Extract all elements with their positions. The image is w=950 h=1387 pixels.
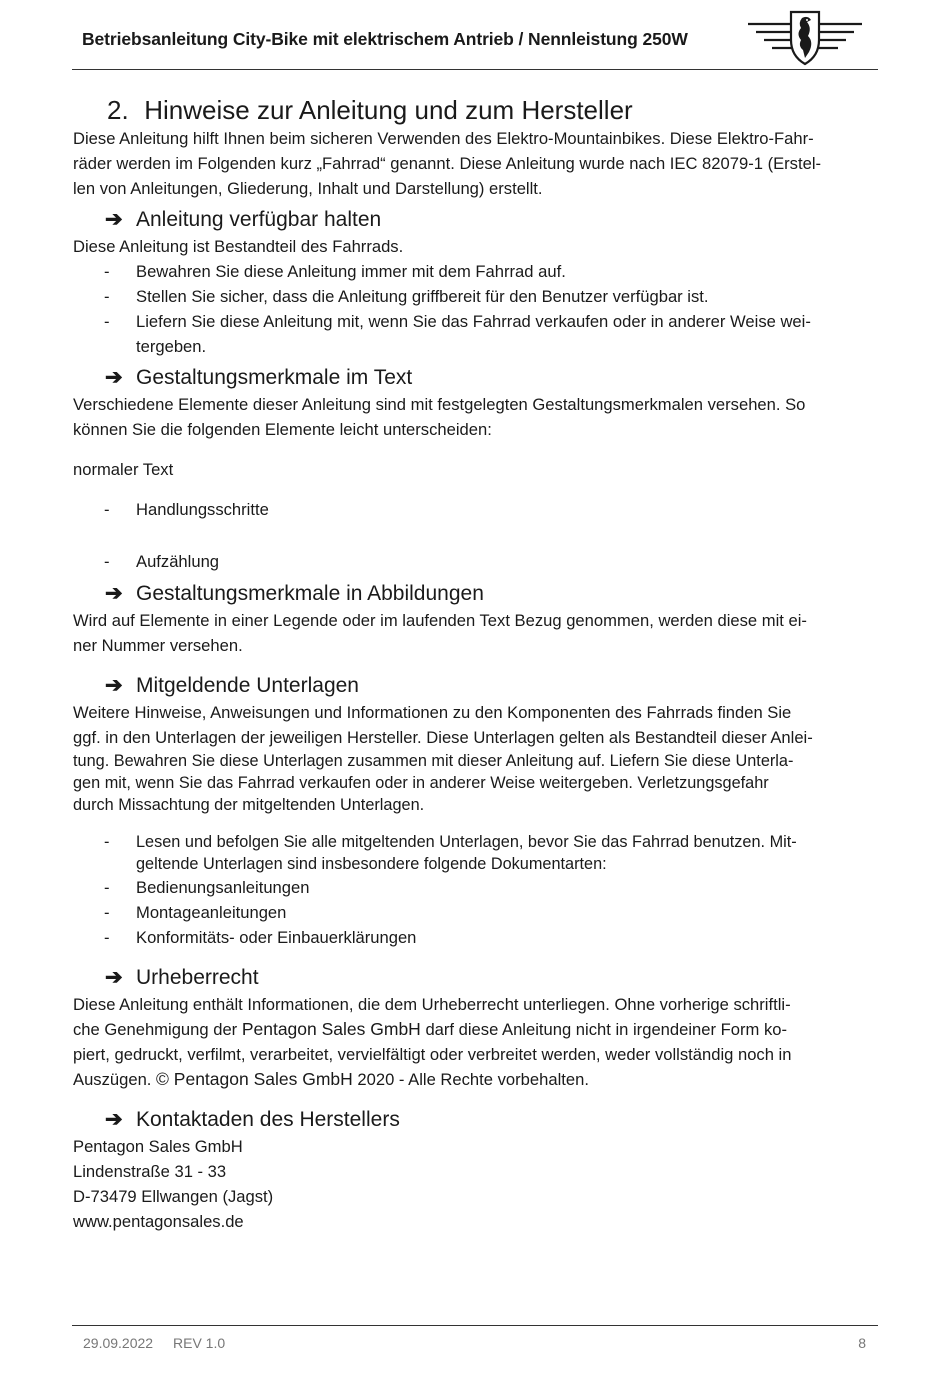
copyright-line-3: piert, gedruckt, verfilmt, verarbeitet, vervielfältigt oder verbreitet werden, weder vollständig noch in — [73, 1045, 792, 1064]
documents-line-2: ggf. in den Unterlagen der jeweiligen Hersteller. Diese Unterlagen gelten als Bestandteil dieser Anlei- — [73, 728, 813, 747]
intro-line-3: len von Anleitungen, Gliederung, Inhalt und Darstellung) erstellt. — [73, 179, 543, 198]
list-item: - Montageanleitungen — [104, 903, 287, 922]
list-item-continuation: geltende Unterlagen sind insbesondere folgende Dokumentarten: — [136, 855, 607, 873]
contact-name: Pentagon Sales GmbH — [73, 1137, 243, 1156]
arrow-right-icon: ➔ — [105, 1108, 123, 1131]
company-name: Pentagon Sales GmbH — [241, 1019, 421, 1039]
list-item: - Handlungsschritte — [104, 500, 269, 519]
text-features-line-2: können Sie die folgenden Elemente leicht unterscheiden: — [73, 420, 492, 439]
arrow-right-icon: ➔ — [105, 366, 123, 389]
arrow-right-icon: ➔ — [105, 208, 123, 231]
figure-features-line-1: Wird auf Elemente in einer Legende oder im laufenden Text Bezug genommen, werden diese mit ei- — [73, 611, 807, 630]
list-item-continuation: tergeben. — [136, 337, 207, 356]
text-features-heading-text: Gestaltungsmerkmale im Text — [136, 366, 413, 389]
intro-line-1: Diese Anleitung hilft Ihnen beim sicheren Verwenden des Elektro-Mountainbikes. Diese Elektro-Fahr- — [73, 129, 814, 148]
figure-features-line-2: ner Nummer versehen. — [73, 636, 243, 655]
figure-features-heading — [105, 580, 883, 608]
list-item: - Konformitäts- oder Einbauerklärungen — [104, 928, 417, 947]
arrow-right-icon: ➔ — [105, 966, 123, 989]
availability-heading — [105, 206, 883, 234]
section-number: 2. — [107, 95, 129, 125]
main-content — [73, 94, 883, 1234]
figure-features-heading-text: Gestaltungsmerkmale in Abbildungen — [136, 582, 484, 605]
copyright-line-2: che Genehmigung der Pentagon Sales GmbH darf diese Anleitung nicht in irgendeiner Form ko- — [73, 1019, 788, 1039]
contact-heading — [105, 1106, 883, 1134]
contact-heading-text: Kontaktaden des Herstellers — [136, 1108, 400, 1131]
documents-list — [73, 831, 883, 950]
copyright-heading — [105, 964, 883, 992]
documents-line-3: tung. Bewahren Sie diese Unterlagen zusammen mit dieser Anleitung auf. Liefern Sie diese Unterla- — [73, 752, 794, 770]
list-item: - Liefern Sie diese Anleitung mit, wenn Sie das Fahrrad verkaufen oder in anderer Weise wei- — [104, 312, 811, 331]
document-title: Betriebsanleitung City-Bike mit elektrischem Antrieb / Nennleistung 250W — [82, 29, 688, 49]
availability-list — [73, 259, 883, 359]
page-footer — [72, 1325, 878, 1351]
availability-heading-text: Anleitung verfügbar halten — [136, 208, 382, 231]
documents-line-4: gen mit, wenn Sie das Fahrrad verkaufen oder in anderer Weise weitergeben. Verletzungsgefahr — [73, 774, 769, 792]
footer-revision: REV 1.0 — [173, 1335, 226, 1351]
documents-line-5: durch Missachtung der mitgeltenden Unterlagen. — [73, 796, 425, 814]
text-features-heading — [105, 364, 883, 392]
list-item: - Bedienungsanleitungen — [104, 878, 310, 897]
contact-street: Lindenstraße 31 - 33 — [73, 1162, 227, 1181]
text-features-line-1: Verschiedene Elemente dieser Anleitung sind mit festgelegten Gestaltungsmerkmalen versehen. So — [73, 395, 806, 414]
steps-example-list — [73, 497, 883, 522]
footer-date: 29.09.2022 — [83, 1335, 154, 1351]
list-item: - Aufzählung — [104, 552, 220, 571]
section-heading — [107, 94, 883, 126]
intro-line-2: räder werden im Folgenden kurz „Fahrrad“ genannt. Diese Anleitung wurde nach IEC 82079-1 (Erstel- — [73, 154, 822, 173]
winged-eagle-shield-logo-icon — [744, 6, 866, 68]
list-item: - Lesen und befolgen Sie alle mitgeltenden Unterlagen, bevor Sie das Fahrrad benutzen. Mit- — [104, 833, 797, 851]
availability-text: Diese Anleitung ist Bestandteil des Fahrrads. — [73, 237, 404, 256]
arrow-right-icon: ➔ — [105, 582, 123, 605]
documents-line-1: Weitere Hinweise, Anweisungen und Informationen zu den Komponenten des Fahrrads finden Sie — [73, 703, 792, 722]
section-title: Hinweise zur Anleitung und zum Hersteller — [144, 95, 633, 125]
documents-heading — [105, 672, 883, 700]
copyright-line-1: Diese Anleitung enthält Informationen, die dem Urheberrecht unterliegen. Ohne vorherige schriftli- — [73, 995, 791, 1014]
enumeration-example-list — [73, 549, 883, 574]
copyright-heading-text: Urheberrecht — [136, 966, 259, 989]
list-item: - Bewahren Sie diese Anleitung immer mit dem Fahrrad auf. — [104, 262, 566, 281]
copyright-line-4: Auszügen. © Pentagon Sales GmbH 2020 - Alle Rechte vorbehalten. — [73, 1069, 589, 1089]
list-item: - Stellen Sie sicher, dass die Anleitung griffbereit für den Benutzer verfügbar ist. — [104, 287, 709, 306]
contact-city: D-73479 Ellwangen (Jagst) — [73, 1187, 274, 1206]
arrow-right-icon: ➔ — [105, 674, 123, 697]
page-header — [72, 0, 878, 70]
normal-text-example: normaler Text — [73, 460, 174, 479]
page-number: 8 — [858, 1335, 866, 1351]
documents-heading-text: Mitgeldende Unterlagen — [136, 674, 359, 697]
copyright-notice: © Pentagon Sales GmbH — [156, 1069, 353, 1089]
contact-website: www.pentagonsales.de — [73, 1212, 244, 1231]
